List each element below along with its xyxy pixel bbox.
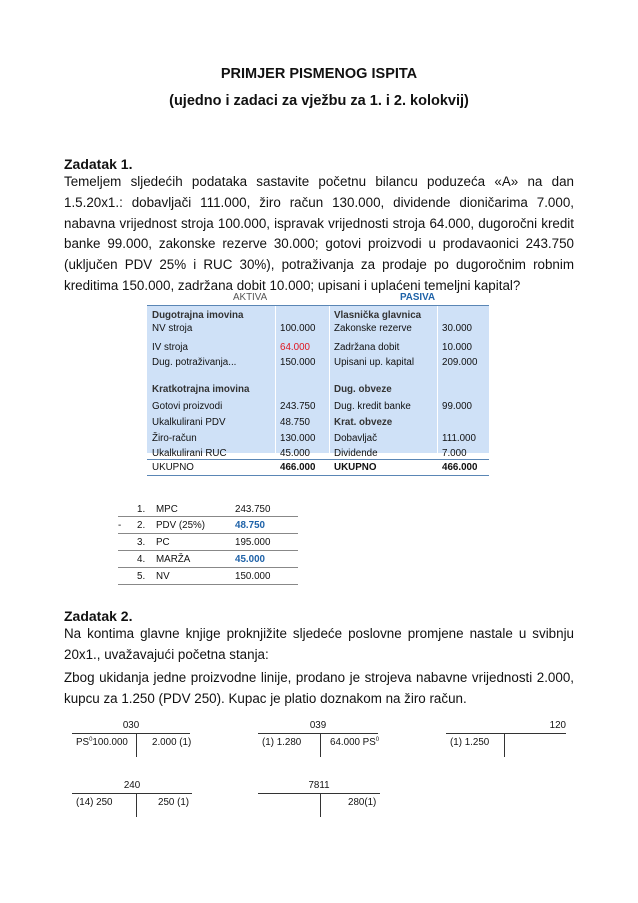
task2-text1: Na kontima glavne knjige proknjižite sljedeće poslovne promjene nastale u svibnju 20x1., uvažavajući početna stanja: (64, 626, 574, 662)
calc-row: - 2. PDV (25%) 48.750 (118, 517, 298, 534)
balance-row: Dug. potraživanja... 150.000 Upisani up. kapital 209.000 (152, 357, 478, 368)
balance-row: Gotovi proizvodi 243.750 Dug. kredit banke 99.000 (152, 401, 472, 412)
calc-row: 3. PC 195.000 (118, 534, 298, 551)
balance-body (147, 306, 489, 459)
aktiva-label: AKTIVA (233, 292, 268, 303)
task1-text: Temeljem sljedećih podataka sastavite početnu bilancu poduzeća «A» na dan 1.5.20x1.: dobavljači 111.000, žiro račun 130.000, dividende dioničarima 7.000, nabavna vrijednost stroja 100.000, ispravak vrijednosti stroja 64.000, dugoročni kredit banke 99.000, zakonske rezerve 30.000; gotovi proizvodi u prodavaonici 243.750 (uključen PDV 25% i RUC 30%), potraživanja za prodaje po dugoročnim robnim kreditima 150.000, zadržana dobit 10.000; upisani i uplaćeni temeljni kapital? (64, 174, 574, 293)
balance-row: Ukalkulirani RUC 45.000 Dividende 7.000 (152, 448, 467, 459)
balance-row: Kratkotrajna imovina Dug. obveze (152, 384, 392, 395)
calc-row: 5. NV 150.000 (118, 568, 298, 585)
task2-text2: Zbog ukidanja jedne proizvodne linije, prodano je strojeva nabavne vrijednosti 2.000, kupcu za 1.250 (PDV 250). Kupac je platio doznakom na žiro račun. (64, 670, 574, 706)
balance-sheet (147, 290, 489, 476)
calc-row: 4. MARŽA 45.000 (118, 551, 298, 568)
balance-header (147, 290, 489, 306)
pasiva-label: PASIVA (400, 292, 436, 303)
task1-heading: Zadatak 1. (64, 156, 133, 172)
task2-heading: Zadatak 2. (64, 608, 133, 624)
minus-sign: - (118, 520, 122, 531)
t-account-120: 120 (1) 1.250 (446, 720, 566, 760)
balance-row: Dugotrajna imovina Vlasnička glavnica (152, 310, 422, 321)
t-account-030: 030 $PS^0100.000$ 2.000 (1) (72, 720, 190, 760)
calc-row: 1. MPC 243.750 (118, 500, 298, 517)
t-account-039: 039 (1) 1.280 64.000 $PS^0$ (258, 720, 378, 760)
page-title: PRIMJER PISMENOG ISPITA (220, 66, 418, 82)
balance-total-row: UKUPNO 466.000 UKUPNO 466.000 (147, 459, 489, 476)
balance-row: NV stroja 100.000 Zakonske rezerve 30.000 (152, 323, 472, 334)
t-account-7811: 7811 280(1) (258, 780, 380, 820)
balance-row: IV stroja 64.000 Zadržana dobit 10.000 (152, 342, 472, 353)
t-account-240: 240 (14) 250 250 (1) (72, 780, 192, 820)
balance-row: Ukalkulirani PDV 48.750 Krat. obveze (152, 417, 393, 428)
calculation-table (118, 500, 298, 585)
balance-row: Žiro-račun 130.000 Dobavljač 111.000 (152, 433, 476, 444)
page-subtitle: (ujedno i zadaci za vježbu za 1. i 2. kolokvij) (169, 93, 469, 109)
